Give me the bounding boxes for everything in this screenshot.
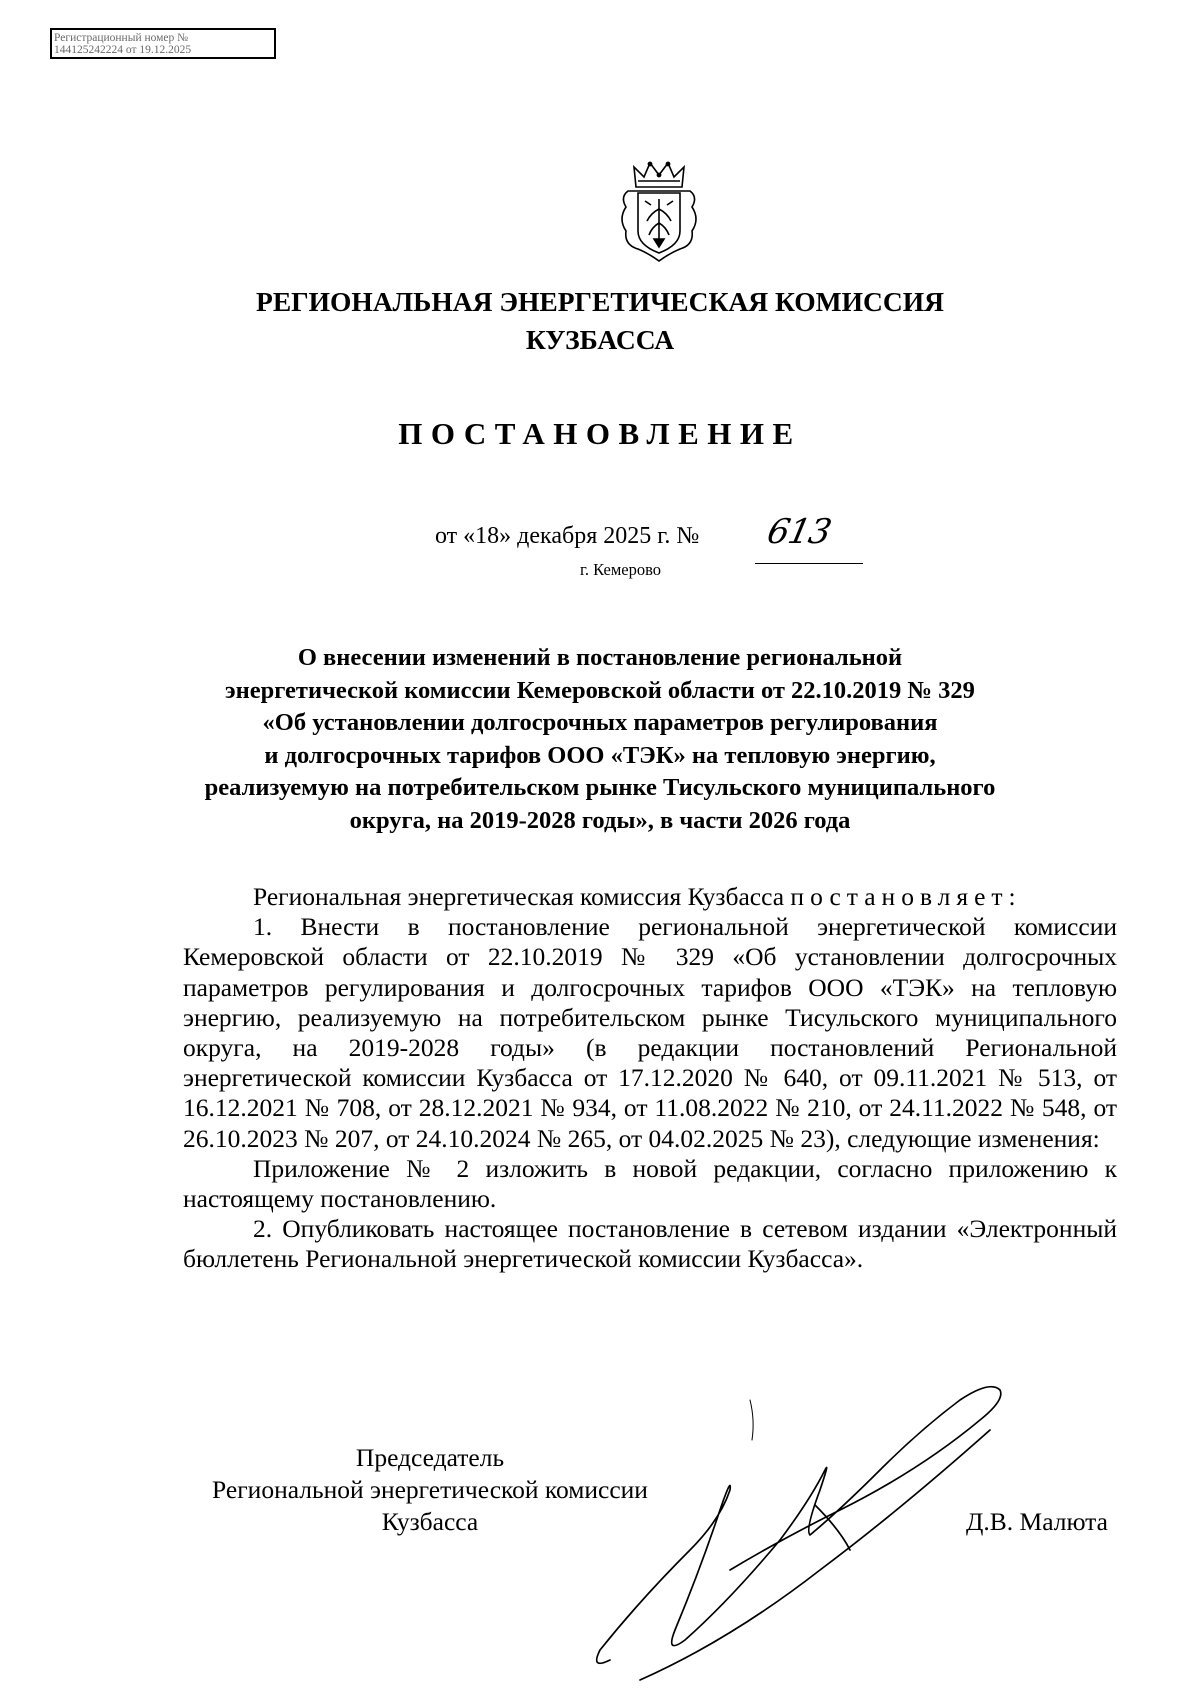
item-1-paragraph: 1. Внести в постановление региональной энергетической комиссии Кемеровской области от 22.10.2019 № 329 «Об установлении долгосрочных параметров регулирования и долгосрочных тарифов ООО «ТЭК» на тепловую энергию, реализуемую на потребительском рынке Тисульского муниципального округа, на 2019-2028 годы» (в редакции постановлений Региональной энергетической комиссии Кузбасса от 17.12.2020 № 640, от 09.11.2021 № 513, от 16.12.2021 № 708, от 28.12.2021 № 934, от 11.08.2022 № 210, от 24.11.2022 № 548, от 26.10.2023 № 207, от 24.10.2024 № 265, от 04.02.2025 № 23), следующие изменения: xyxy=(183,912,1117,1153)
signatory-title-line-2: Региональной энергетической комиссии xyxy=(212,1475,648,1504)
item-1-sub-paragraph: Приложение № 2 изложить в новой редакции, согласно приложению к настоящему постановлению. xyxy=(183,1153,1117,1214)
registration-line-1: Регистрационный номер № xyxy=(54,32,189,44)
title-line: округа, на 2019-2028 годы», в части 2026 года xyxy=(349,806,851,834)
registration-line-2: 144125242224 от 19.12.2025 xyxy=(54,44,192,56)
title-line: и долгосрочных тарифов ООО «ТЭК» на тепловую энергию, xyxy=(264,741,936,769)
document-title xyxy=(0,642,1200,837)
item-2-paragraph: 2. Опубликовать настоящее постановление в сетевом издании «Электронный бюллетень Региональной энергетической комиссии Кузбасса». xyxy=(183,1214,1117,1274)
registration-stamp xyxy=(50,28,276,59)
intro-paragraph xyxy=(183,882,1117,912)
organization-line-1: РЕГИОНАЛЬНАЯ ЭНЕРГЕТИЧЕСКАЯ КОМИССИЯ xyxy=(256,286,944,317)
signatory-title-line-3: Кузбасса xyxy=(381,1507,479,1536)
title-line: «Об установлении долгосрочных параметров регулирования xyxy=(262,709,938,736)
document-city: г. Кемерово xyxy=(580,560,662,579)
signatory-name: Д.В. Малюта xyxy=(966,1507,1108,1536)
organization-name xyxy=(0,283,1200,359)
title-line: реализуемую на потребительском рынке Тисульского муниципального xyxy=(204,774,996,801)
organization-line-2: КУЗБАССА xyxy=(525,324,675,355)
document-body xyxy=(183,882,1117,1275)
document-date: от «18» декабря 2025 г. № xyxy=(435,523,700,549)
signatory-title-line-1: Председатель xyxy=(355,1443,505,1472)
title-line: О внесении изменений в постановление региональной xyxy=(297,644,903,671)
intro-text: Региональная энергетическая комиссия Кузбасса xyxy=(253,882,785,911)
kuzbass-coat-of-arms-icon xyxy=(614,157,704,263)
intro-verb: постановляет: xyxy=(790,882,1022,911)
document-type: ПОСТАНОВЛЕНИЕ xyxy=(398,416,802,451)
title-line: энергетической комиссии Кемеровской области от 22.10.2019 № 329 xyxy=(225,676,975,704)
document-number: 613 xyxy=(763,512,835,552)
handwritten-signature-icon xyxy=(580,1360,1050,1690)
